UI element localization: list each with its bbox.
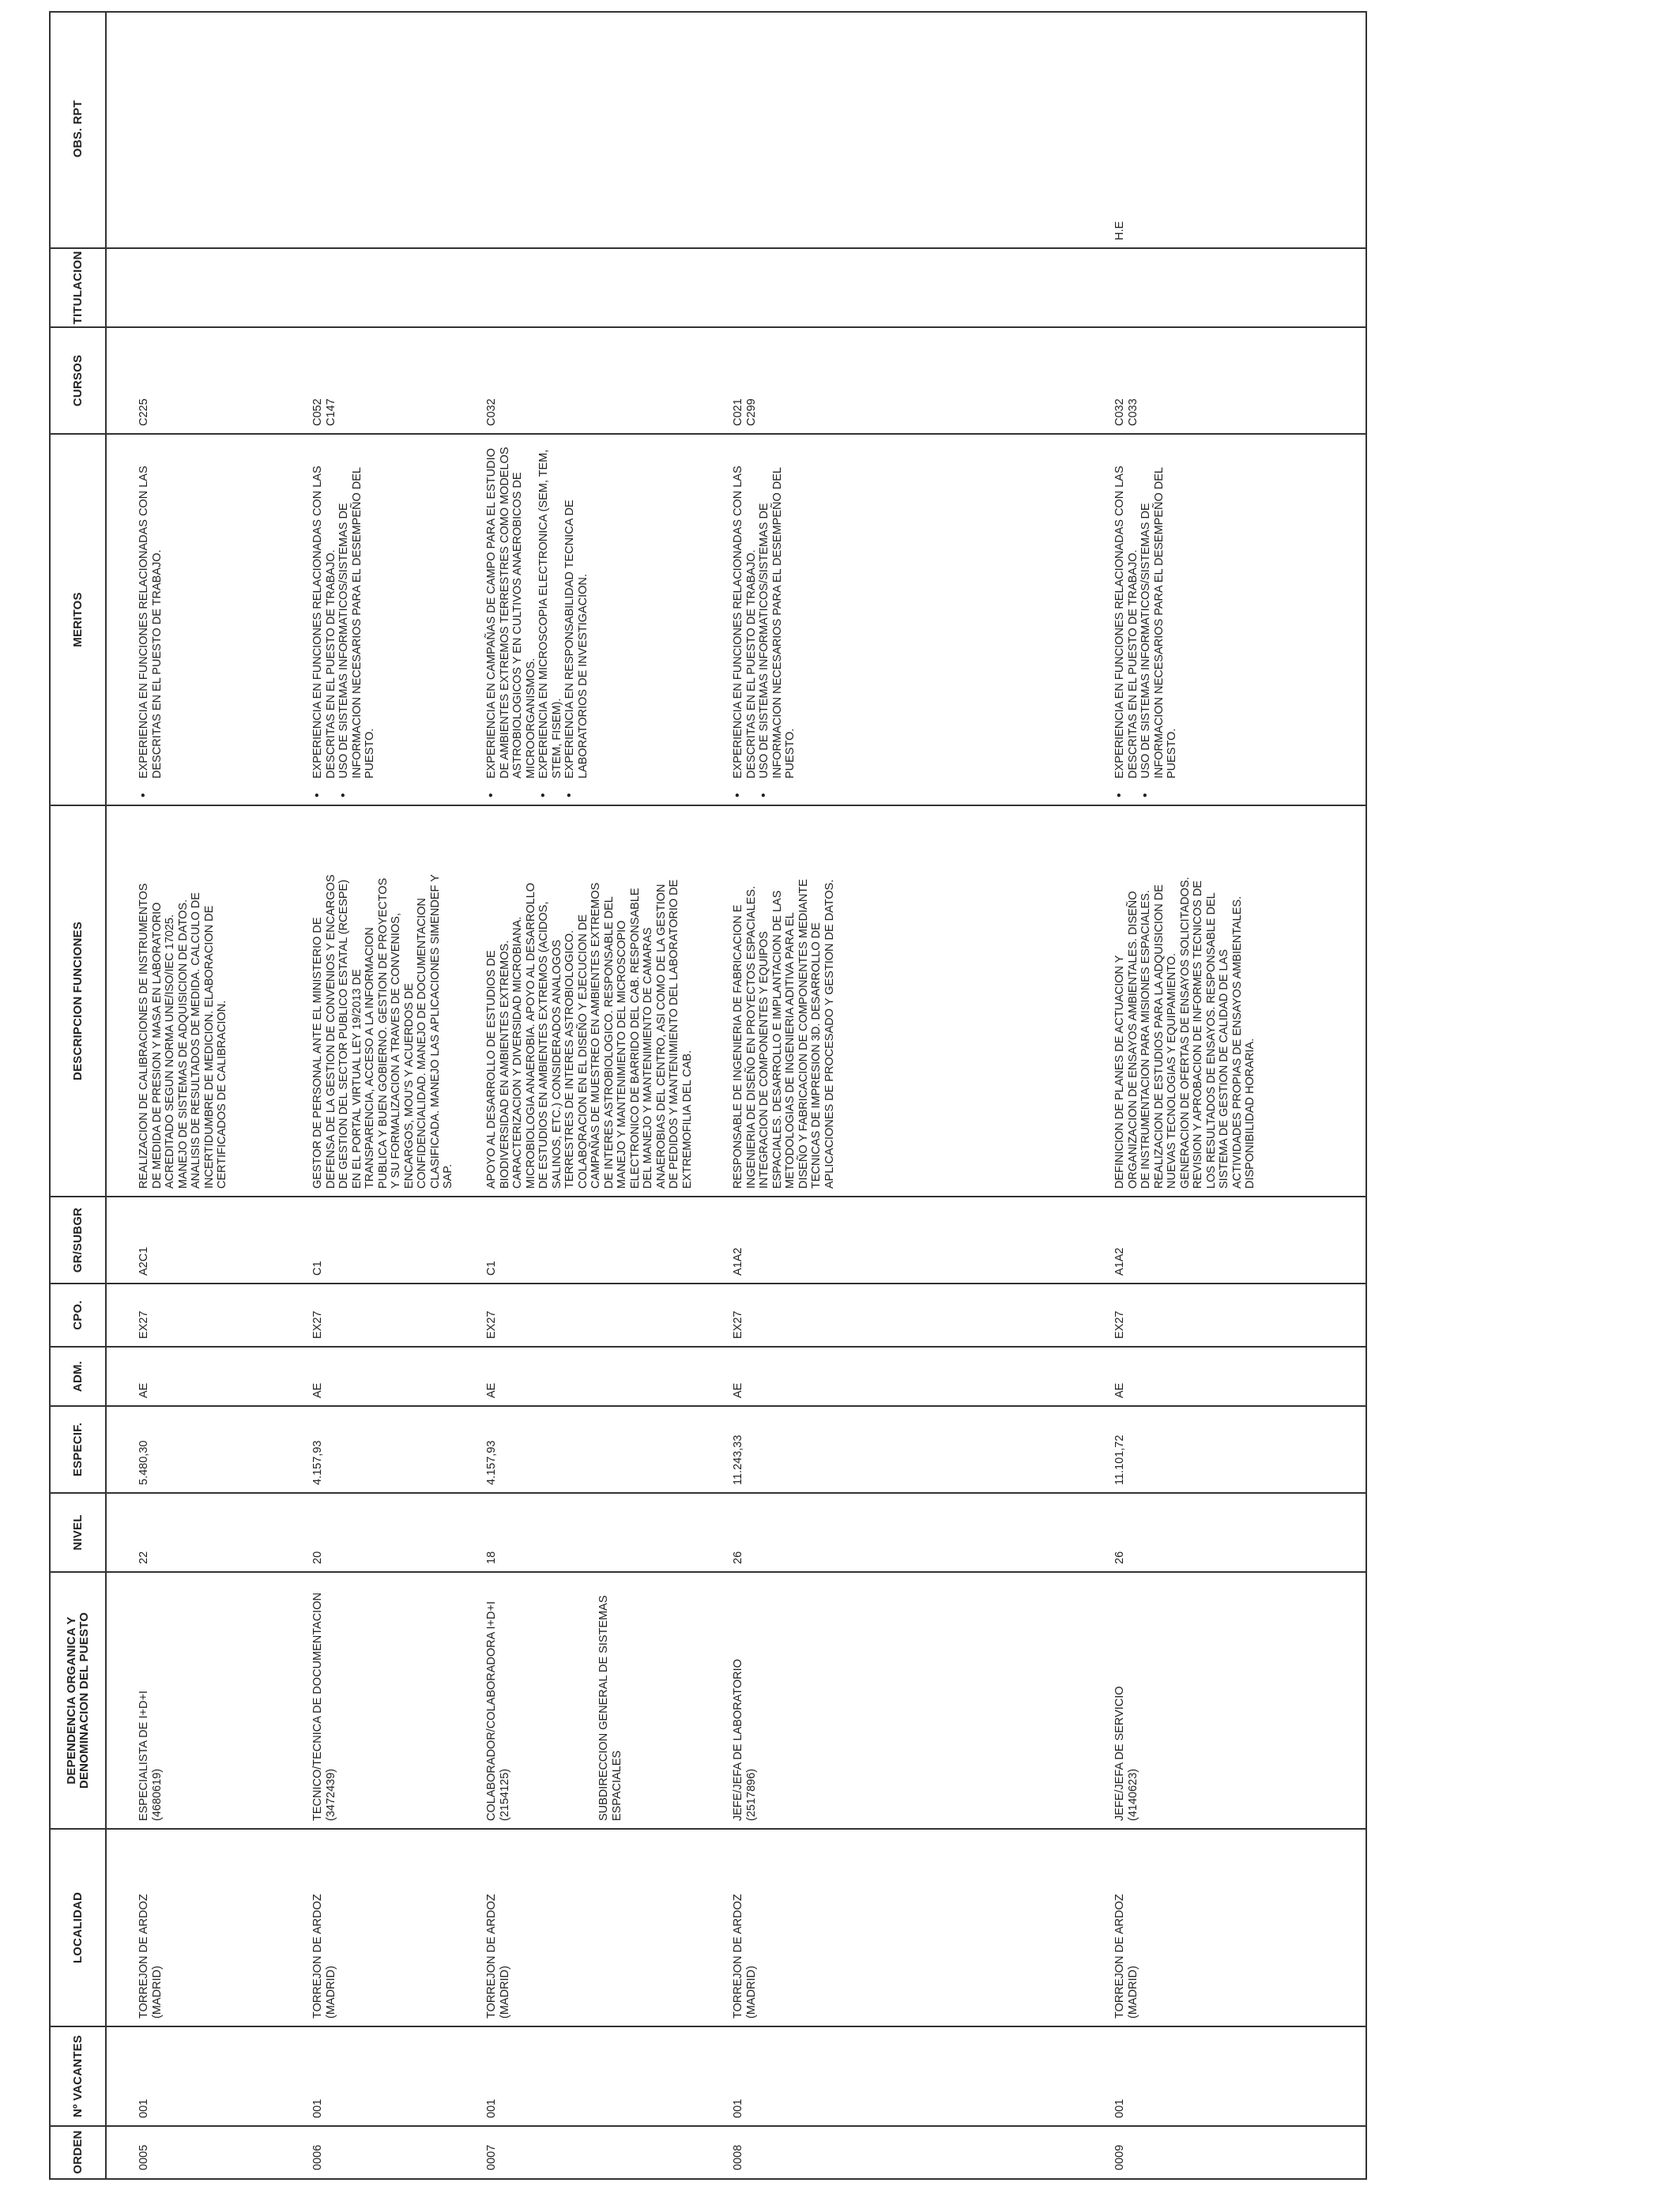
section-heading: SUBDIRECCION GENERAL DE SISTEMAS ESPACIALES: [597, 1592, 623, 1821]
cell-cpo: EX27: [1113, 1310, 1126, 1339]
column-header-localidad: LOCALIDAD: [71, 1891, 85, 1964]
cell-grsubgr: A1A2: [732, 1247, 744, 1276]
cell-cpo: EX27: [732, 1310, 744, 1339]
column-header-descripcion: DESCRIPCION FUNCIONES: [71, 922, 85, 1080]
cell-localidad: TORREJON DE ARDOZ (MADRID): [137, 1894, 164, 2019]
column-header-cursos: CURSOS: [71, 354, 85, 407]
cell-localidad: TORREJON DE ARDOZ (MADRID): [311, 1894, 337, 2019]
cell-vacantes: 001: [485, 2098, 498, 2118]
merit-list: [137, 434, 164, 797]
column-header-grsubgr: GR/SUBGR: [71, 1207, 85, 1273]
cell-orden: 0007: [485, 2144, 498, 2170]
column-header-especif: ESPECIF.: [71, 1422, 85, 1477]
column-divider: [51, 2125, 1365, 2127]
merit-item: • USO DE SISTEMAS INFORMATICOS/SISTEMAS DE INFORMACION NECESARIOS PARA EL DESEMPEÑO DEL PUESTO.: [758, 434, 797, 797]
cell-dependencia: TECNICO/TECNICA DE DOCUMENTACION (3472439): [311, 1593, 337, 1821]
cell-nivel: 20: [311, 1551, 324, 1564]
column-divider: [51, 1828, 1365, 1830]
merit-item: • USO DE SISTEMAS INFORMATICOS/SISTEMAS DE INFORMACION NECESARIOS PARA EL DESEMPEÑO DEL PUESTO.: [337, 434, 377, 797]
cell-grsubgr: A2C1: [137, 1246, 150, 1276]
cell-adm: AE: [485, 1382, 498, 1398]
merit-item: • USO DE SISTEMAS INFORMATICOS/SISTEMAS DE INFORMACION NECESARIOS PARA EL DESEMPEÑO DEL PUESTO.: [1139, 434, 1179, 797]
column-header-dependencia: DEPENDENCIA ORGANICA Y DENOMINACION DEL PUESTO: [65, 1612, 91, 1789]
cell-vacantes: 001: [732, 2098, 744, 2118]
cell-orden: 0005: [137, 2144, 150, 2170]
column-divider: [51, 1283, 1365, 1284]
merit-item: • EXPERIENCIA EN RESPONSABILIDAD TECNICA DE LABORATORIOS DE INVESTIGACION.: [563, 434, 590, 797]
cell-dependencia: ESPECIALISTA DE I+D+I (4680619): [137, 1691, 164, 1821]
cell-nivel: 22: [137, 1551, 150, 1564]
merit-list: [1113, 434, 1179, 797]
cell-descripcion: REALIZACION DE CALIBRACIONES DE INSTRUMENTOS DE MEDIDA DE PRESION Y MASA EN LABORATORIO ACREDITADO SEGUN NORMA UNE/ISO/IEC 17025. MANEJO DE SISTEMAS DE ADQUISICION DE DATOS. ANALISIS DE RESULTADOS DE MEDIDA. CALCULO DE INCERTIDUMBRE DE MEDICION. ELABORACION DE CERTIFICADOS DE CALIBRACION.: [137, 883, 228, 1189]
cell-especif: 11.243,33: [732, 1434, 744, 1485]
cell-cursos: C032 C033: [1113, 398, 1139, 426]
cell-dependencia: COLABORADOR/COLABORADORA I+D+I (2154125): [485, 1601, 511, 1821]
merit-item: • EXPERIENCIA EN FUNCIONES RELACIONADAS CON LAS DESCRITAS EN EL PUESTO DE TRABAJO.: [311, 434, 337, 797]
merit-item: • EXPERIENCIA EN MICROSCOPIA ELECTRONICA (SEM, TEM, STEM, FISEM).: [537, 434, 563, 797]
column-header-orden: ORDEN: [71, 2130, 85, 2174]
rpt-table: [49, 11, 1367, 2180]
column-header-meritos: MERITOS: [71, 592, 85, 647]
cell-especif: 11.101,72: [1113, 1434, 1126, 1485]
cell-localidad: TORREJON DE ARDOZ (MADRID): [732, 1894, 758, 2019]
column-header-nivel: NIVEL: [71, 1514, 85, 1551]
cell-especif: 4.157,93: [485, 1440, 498, 1485]
merit-item: • EXPERIENCIA EN CAMPAÑAS DE CAMPO PARA EL ESTUDIO DE AMBIENTES EXTREMOS TERRESTRES COMO MODELOS ASTROBIOLOGICOS Y EN CULTIVOS ANAEROBICOS DE MICROORGANISMOS.: [485, 434, 537, 797]
cell-adm: AE: [311, 1382, 324, 1398]
column-header-vacantes: Nº VACANTES: [71, 2034, 85, 2118]
merit-item: • EXPERIENCIA EN FUNCIONES RELACIONADAS CON LAS DESCRITAS EN EL PUESTO DE TRABAJO.: [137, 434, 164, 797]
cell-nivel: 18: [485, 1551, 498, 1564]
cell-dependencia: JEFE/JEFA DE SERVICIO (4140623): [1113, 1686, 1139, 1821]
cell-vacantes: 001: [137, 2098, 150, 2118]
cell-descripcion: RESPONSABLE DE INGENIERIA DE FABRICACION E INGENIERIA DE DISEÑO EN PROYECTOS ESPACIALES. INTEGRACION DE COMPONENTES Y EQUIPOS ESPACIALES. DESARROLLO E IMPLANTACION DE LAS METODOLOGIAS DE INGENIERIA ADITIVA PARA EL DISEÑO Y FABRICACION DE COMPONENTES MEDIANTE TECNICAS DE IMPRESION 3D. DESARROLLO DE APLICACIONES DE PROCESADO Y GESTION DE DATOS.: [732, 879, 836, 1189]
cell-adm: AE: [732, 1382, 744, 1398]
column-divider: [51, 1346, 1365, 1348]
cell-vacantes: 001: [1113, 2098, 1126, 2118]
merit-list: [732, 434, 797, 797]
cell-orden: 0009: [1113, 2144, 1126, 2170]
column-header-obs: OBS. RPT: [71, 100, 85, 158]
cell-grsubgr: A1A2: [1113, 1247, 1126, 1276]
cell-obs: H.E: [1113, 221, 1126, 240]
cell-cursos: C052 C147: [311, 398, 337, 426]
column-divider: [51, 2026, 1365, 2027]
column-divider: [51, 1492, 1365, 1494]
cell-cursos: C032: [485, 398, 498, 426]
cell-dependencia: JEFE/JEFA DE LABORATORIO (2517896): [732, 1659, 758, 1821]
cell-adm: AE: [137, 1382, 150, 1398]
column-divider: [51, 326, 1365, 328]
cell-nivel: 26: [1113, 1551, 1126, 1564]
cell-grsubgr: C1: [485, 1261, 498, 1276]
cell-cpo: EX27: [311, 1310, 324, 1339]
column-header-cpo: CPO.: [71, 1300, 85, 1330]
cell-nivel: 26: [732, 1551, 744, 1564]
cell-orden: 0008: [732, 2144, 744, 2170]
merit-list: [485, 434, 590, 797]
cell-cpo: EX27: [485, 1310, 498, 1339]
column-divider: [51, 247, 1365, 249]
cell-cpo: EX27: [137, 1310, 150, 1339]
cell-especif: 4.157,93: [311, 1440, 324, 1485]
cell-cursos: C225: [137, 398, 150, 426]
cell-vacantes: 001: [311, 2098, 324, 2118]
cell-localidad: TORREJON DE ARDOZ (MADRID): [485, 1894, 511, 2019]
cell-adm: AE: [1113, 1382, 1126, 1398]
cell-cursos: C021 C299: [732, 398, 758, 426]
cell-grsubgr: C1: [311, 1261, 324, 1276]
column-header-adm: ADM.: [71, 1360, 85, 1393]
column-divider: [51, 1405, 1365, 1407]
merit-item: • EXPERIENCIA EN FUNCIONES RELACIONADAS CON LAS DESCRITAS EN EL PUESTO DE TRABAJO.: [732, 434, 758, 797]
merit-item: • EXPERIENCIA EN FUNCIONES RELACIONADAS CON LAS DESCRITAS EN EL PUESTO DE TRABAJO.: [1113, 434, 1139, 797]
cell-especif: 5.480,30: [137, 1440, 150, 1485]
column-divider: [51, 1196, 1365, 1197]
cell-descripcion: DEFINICION DE PLANES DE ACTUACION Y ORGANIZACION DE ENSAYOS AMBIENTALES. DISEÑO DE INSTRUMENTACION PARA MISIONES ESPACIALES. REALIZACION DE ESTUDIOS PARA LA ADQUISICION DE NUEVAS TECNOLOGIAS Y EQUIPAMIENTO. GENERACION DE OFERTAS DE ENSAYOS SOLICITADOS. REVISION Y APROBACION DE INFORMES TECNICOS DE LOS RESULTADOS DE ENSAYOS. RESPONSABLE DEL SISTEMA DE GESTION DE CALIDAD DE LAS ACTIVIDADES PROPIAS DE ENSAYOS AMBIENTALES. DISPONIBILIDAD HORARIA.: [1113, 876, 1256, 1189]
cell-descripcion: GESTOR DE PERSONAL ANTE EL MINISTERIO DE DEFENSA DE LA GESTION DE CONVENIOS Y ENCARGOS DE GESTION DEL SECTOR PUBLICO ESTATAL (RCESPE) EN EL PORTAL VIRTUAL LEY 19/2013 DE TRANSPARENCIA, ACCESO A LA INFORMACION PUBLICA Y BUEN GOBIERNO. GESTION DE PROYECTOS Y SU FORMALIZACION A TRAVES DE CONVENIOS, ENCARGOS, MOU'S Y ACUERDOS DE CONFIDENCIALIDAD. MANEJO DE DOCUMENTACION CLASIFICADA. MANEJO LAS APLICACIONES SIMENDEF Y SAP.: [311, 874, 454, 1189]
column-divider: [51, 1571, 1365, 1573]
merit-list: [311, 434, 377, 797]
cell-descripcion: APOYO AL DESARROLLO DE ESTUDIOS DE BIODIVERSIDAD EN AMBIENTES EXTREMOS. CARACTERIZACION Y DIVERSIDAD MICROBIANA. MICROBIOLOGIA ANAEROBIA. APOYO AL DESARROLLO DE ESTUDIOS EN AMBIENTES EXTREMOS (ACIDOS, SALINOS, ETC.) CONSIDERADOS ANALOGOS TERRESTRES DE INTERES ASTROBIOLOGICO. COLABORACION EN EL DISEÑO Y EJECUCION DE CAMPAÑAS DE MUESTREO EN AMBIENTES EXTREMOS DE INTERES ASTROBIOLOGICO. RESPONSABLE DEL MANEJO Y MANTENIMIENTO DEL MICROSCOPIO ELECTRONICO DE BARRIDO DEL CAB. RESPONSABLE DEL MANEJO Y MANTENIMIENTO DE CAMARAS ANAEROBIAS DEL CENTRO, ASI COMO DE LA GESTION DE PEDIDOS Y MANTENIMIENTO DEL LABORATORIO DE EXTREMOFILIA DEL CAB.: [485, 879, 694, 1189]
column-header-titulacion: TITULACION: [71, 251, 85, 325]
cell-orden: 0006: [311, 2144, 324, 2170]
cell-localidad: TORREJON DE ARDOZ (MADRID): [1113, 1894, 1139, 2019]
